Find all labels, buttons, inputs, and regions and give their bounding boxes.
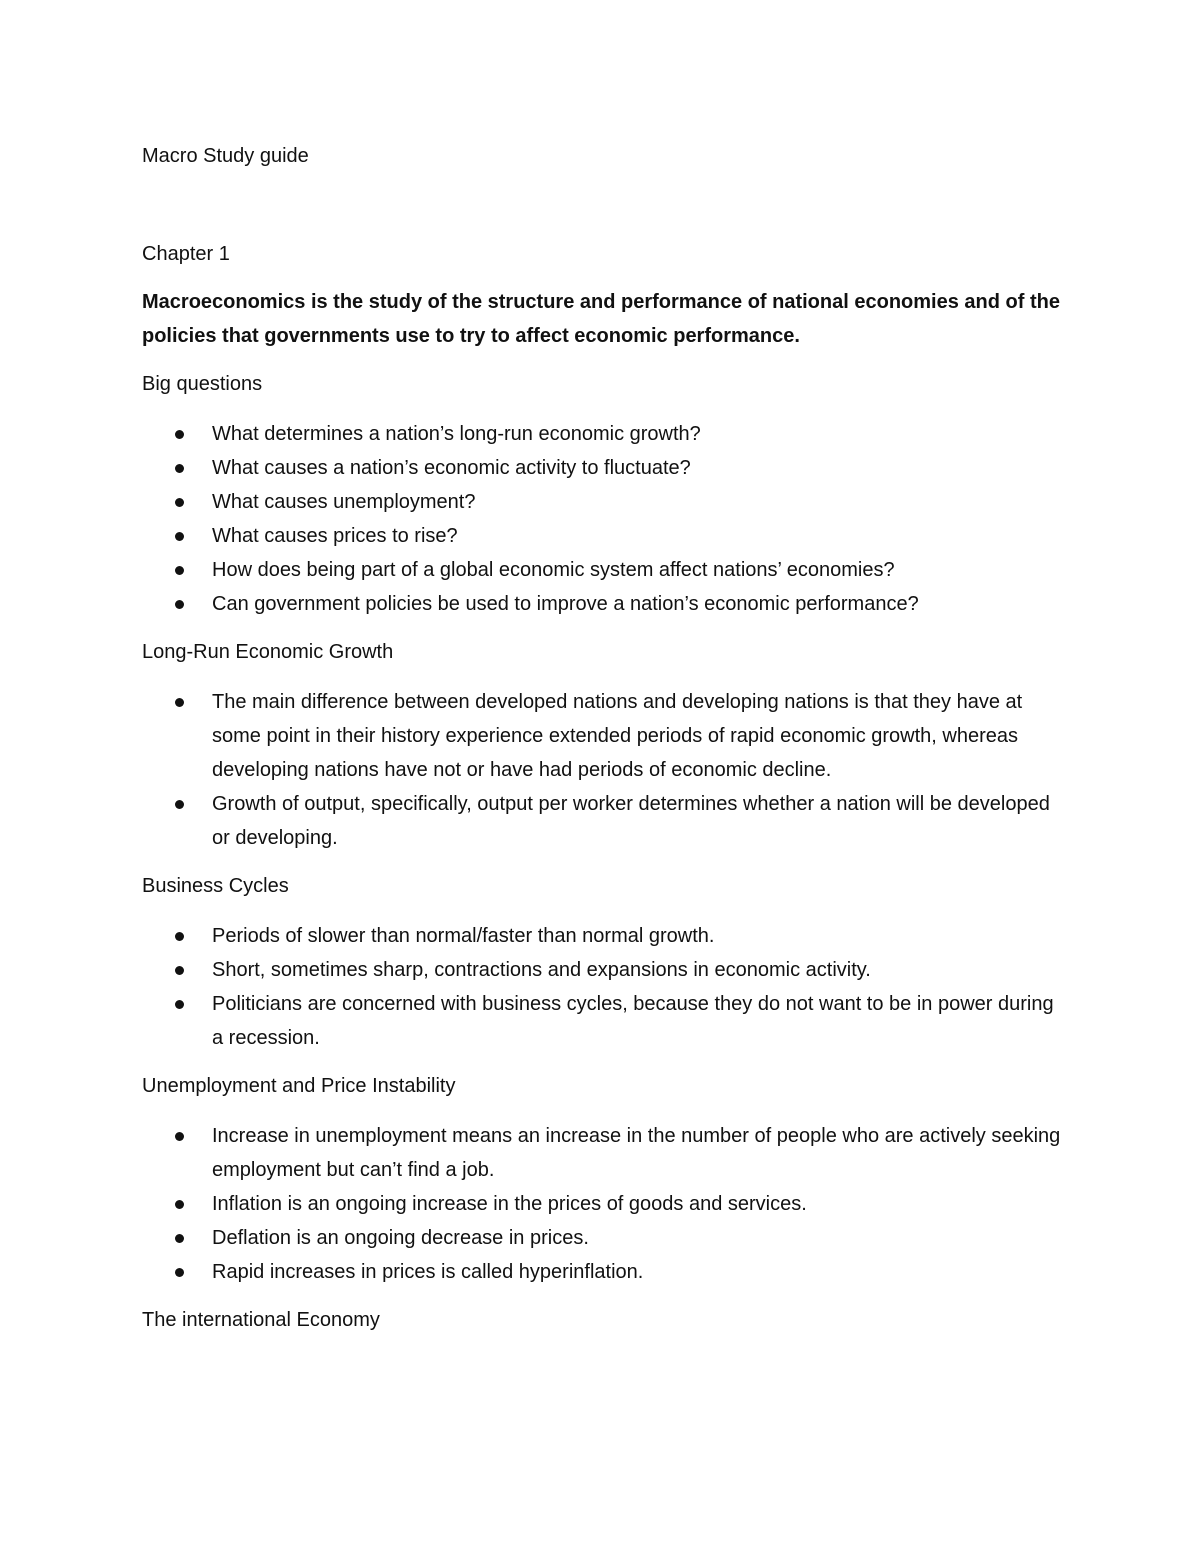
list-item — [142, 1221, 1062, 1255]
list-item-text: What causes unemployment? — [212, 491, 476, 513]
list-item-text: How does being part of a global economic system affect nations’ economies? — [212, 559, 895, 581]
list-item — [142, 987, 1062, 1055]
list-item-text: Inflation is an ongoing increase in the prices of goods and services. — [212, 1193, 807, 1215]
section-heading-long-run-growth: Long-Run Economic Growth — [142, 641, 394, 663]
list-item-text: Increase in unemployment means an increase in the number of people who are actively seeking employment but can’t find a job. — [212, 1125, 1061, 1181]
definition-paragraph: Macroeconomics is the study of the structure and performance of national economies and of the policies that governments use to try to affect economic performance. — [142, 291, 1060, 347]
bullet-list-business-cycles — [142, 919, 1062, 1055]
list-item-text: Can government policies be used to improve a nation’s economic performance? — [212, 593, 919, 615]
list-item — [142, 485, 1062, 519]
list-item — [142, 451, 1062, 485]
document-content — [142, 139, 1062, 1337]
list-item-text: Growth of output, specifically, output per worker determines whether a nation will be developed or developing. — [212, 793, 1050, 849]
bullet-icon — [175, 566, 184, 575]
bullet-icon — [175, 464, 184, 473]
bullet-icon — [175, 430, 184, 439]
bullet-list-big-questions — [142, 417, 1062, 621]
bullet-icon — [175, 600, 184, 609]
list-item — [142, 1187, 1062, 1221]
bullet-icon — [175, 1132, 184, 1141]
bullet-icon — [175, 1200, 184, 1209]
section-heading-business-cycles: Business Cycles — [142, 875, 289, 897]
list-item-text: Politicians are concerned with business cycles, because they do not want to be in power during a recession. — [212, 993, 1054, 1049]
list-item-text: Periods of slower than normal/faster than normal growth. — [212, 925, 715, 947]
list-item — [142, 1255, 1062, 1289]
list-item — [142, 787, 1062, 855]
list-item-text: The main difference between developed nations and developing nations is that they have at some point in their history experience extended periods of rapid economic growth, whereas developing nations have not or have had periods of economic decline. — [212, 691, 1023, 781]
bullet-icon — [175, 698, 184, 707]
bullet-icon — [175, 966, 184, 975]
bullet-icon — [175, 932, 184, 941]
list-item — [142, 519, 1062, 553]
list-item — [142, 587, 1062, 621]
list-item — [142, 417, 1062, 451]
bullet-icon — [175, 532, 184, 541]
list-item — [142, 553, 1062, 587]
list-item-text: What causes prices to rise? — [212, 525, 458, 547]
list-item-text: Short, sometimes sharp, contractions and expansions in economic activity. — [212, 959, 871, 981]
bullet-list-long-run-growth — [142, 685, 1062, 855]
section-heading-big-questions: Big questions — [142, 373, 263, 395]
bullet-icon — [175, 498, 184, 507]
document-title: Macro Study guide — [142, 145, 309, 167]
section-heading-unemployment-price: Unemployment and Price Instability — [142, 1075, 456, 1097]
bullet-icon — [175, 1000, 184, 1009]
bullet-icon — [175, 800, 184, 809]
list-item — [142, 685, 1062, 787]
list-item-text: Deflation is an ongoing decrease in prices. — [212, 1227, 589, 1249]
list-item — [142, 1119, 1062, 1187]
list-item-text: Rapid increases in prices is called hyperinflation. — [212, 1261, 644, 1283]
list-item-text: What determines a nation’s long-run economic growth? — [212, 423, 701, 445]
bullet-icon — [175, 1234, 184, 1243]
list-item — [142, 953, 1062, 987]
section-heading-international-economy: The international Economy — [142, 1309, 380, 1331]
bullet-icon — [175, 1268, 184, 1277]
list-item — [142, 919, 1062, 953]
list-item-text: What causes a nation’s economic activity to fluctuate? — [212, 457, 691, 479]
chapter-heading: Chapter 1 — [142, 243, 230, 265]
bullet-list-unemployment-price — [142, 1119, 1062, 1289]
